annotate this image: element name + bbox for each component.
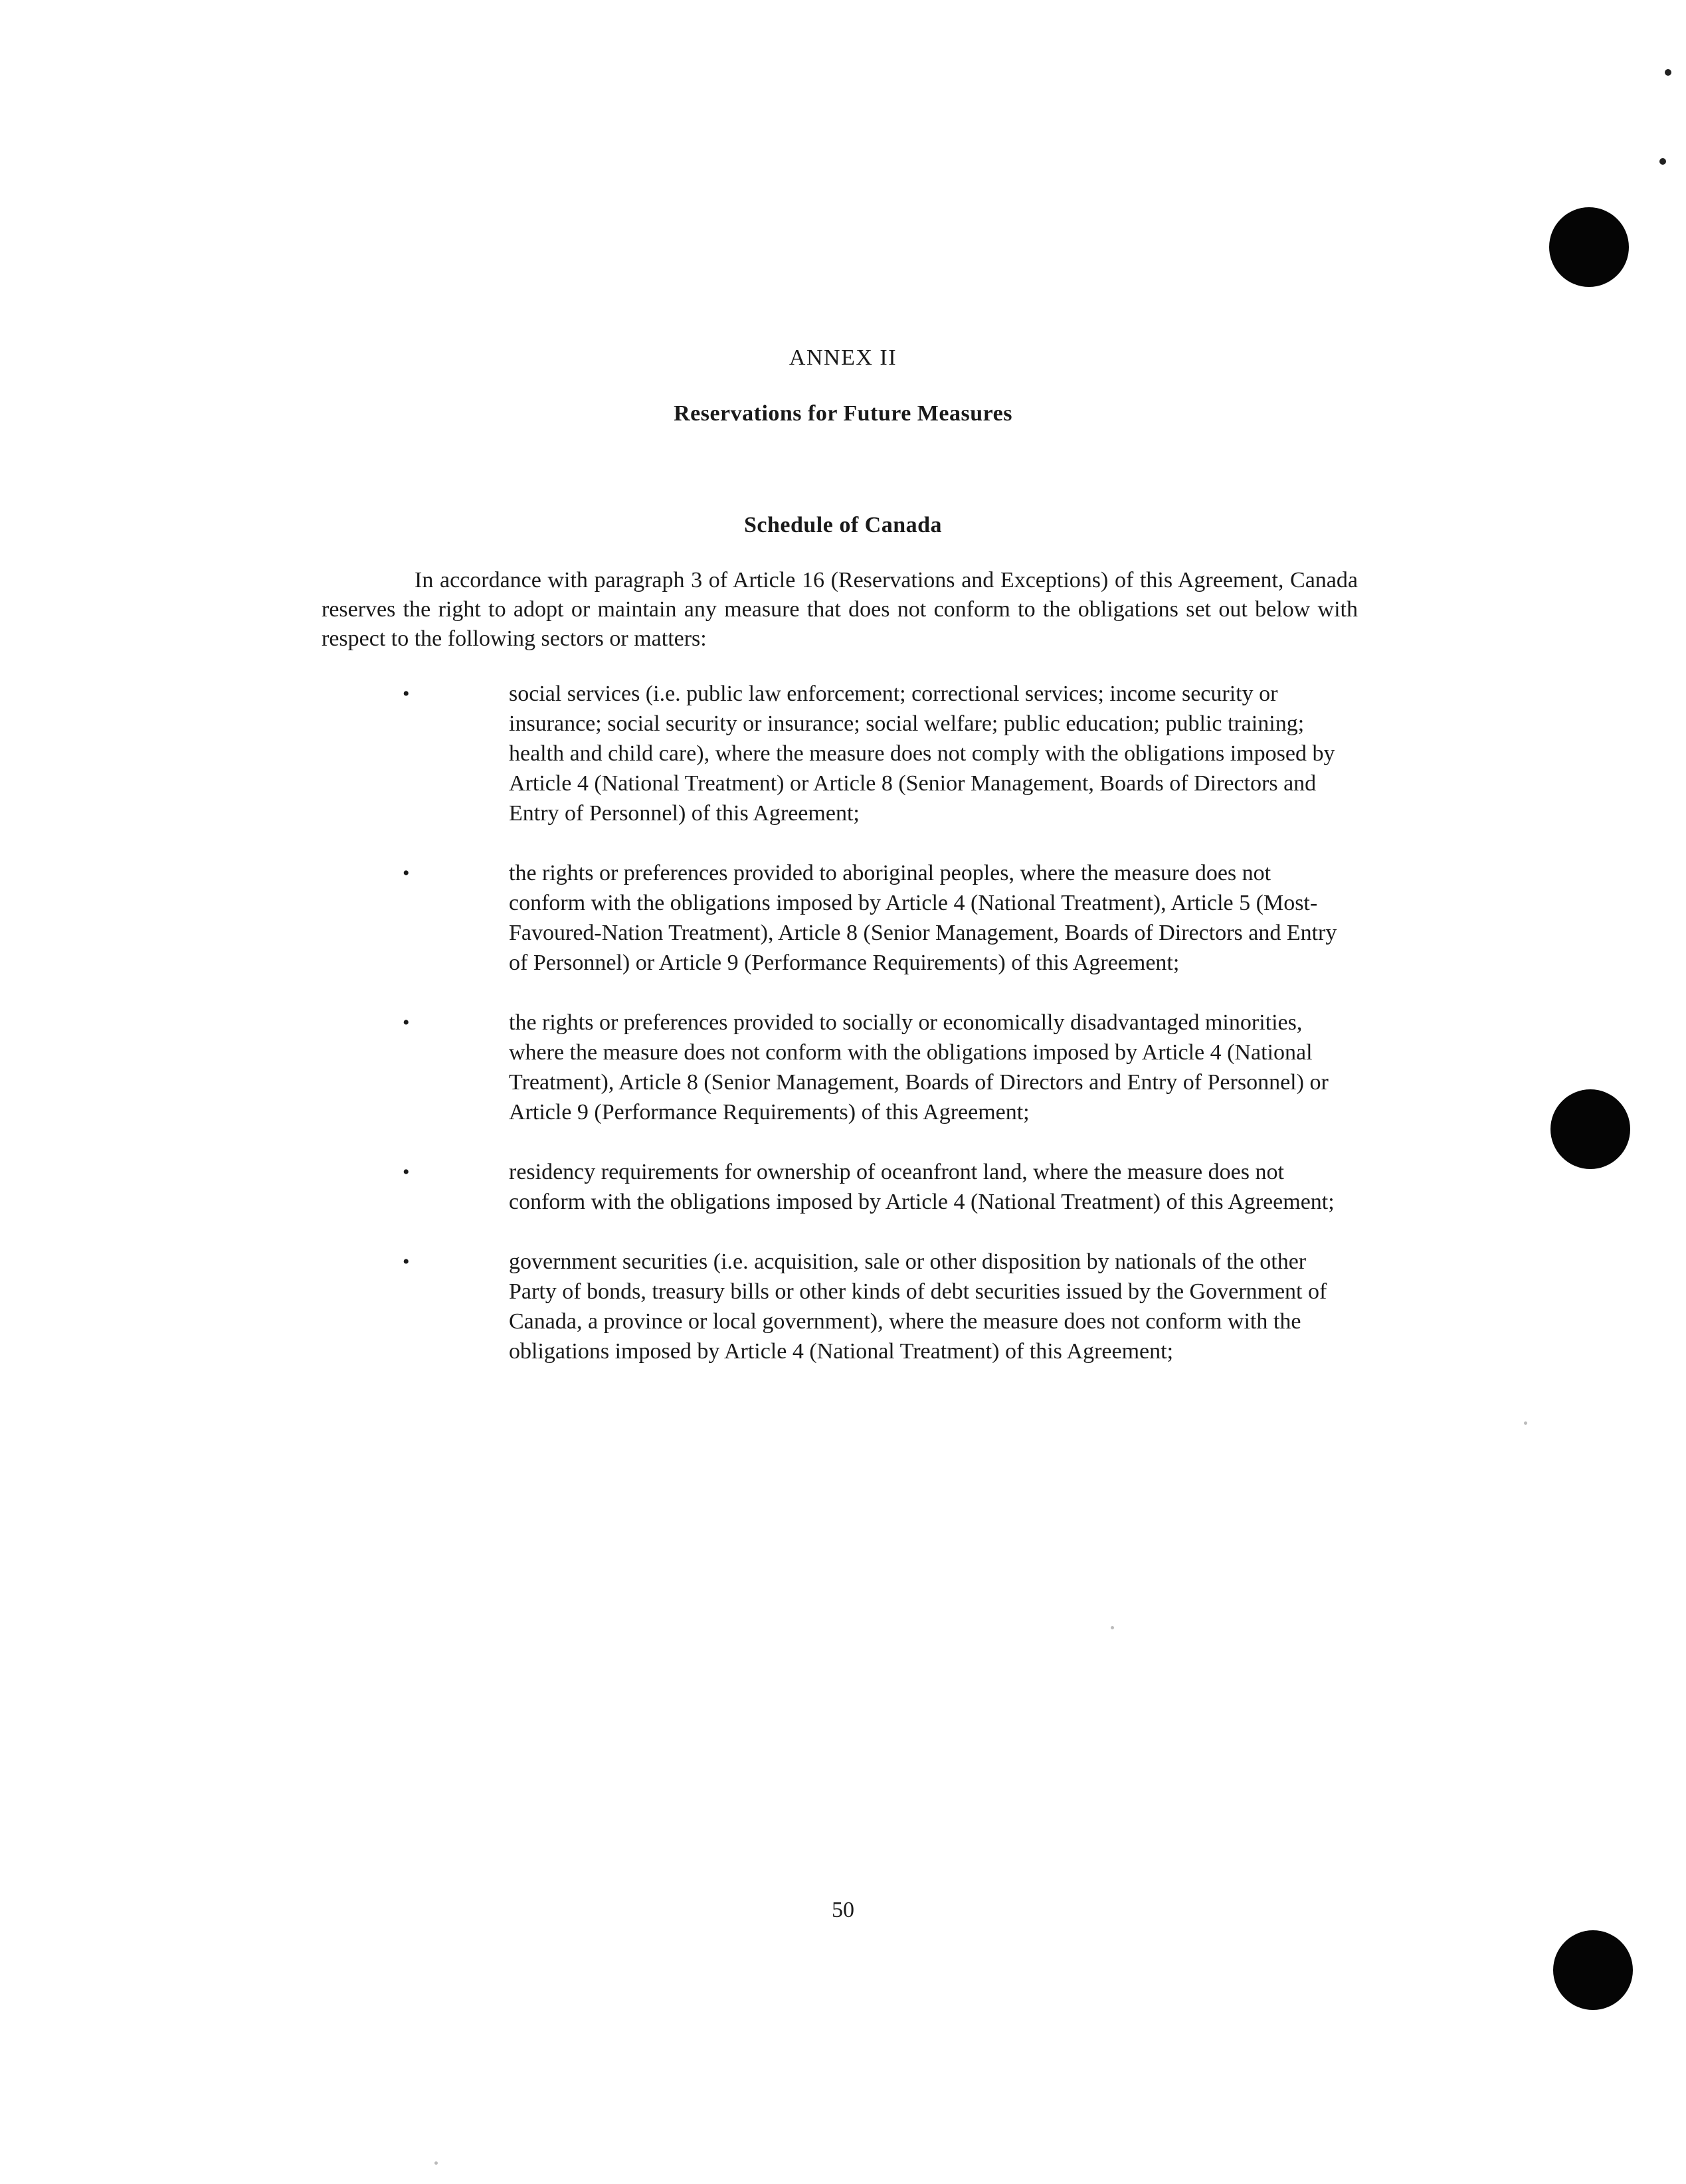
schedule-title: Schedule of Canada <box>743 513 943 537</box>
punch-hole-bottom <box>1553 1930 1633 2010</box>
reservation-text: the rights or preferences provided to socially or economically disadvantaged minorities, where the measure does not conform with the obligations imposed by Article 4 (National Treatment), Article 8 (Senior Management, Boards of Directors and Entry of Personnel) or Article 9 (Performance Requirements) of this Agreement; <box>509 1010 1329 1125</box>
reservation-text: government securities (i.e. acquisition, sale or other disposition by nationals of the other Party of bonds, treasury bills or other kinds of debt securities issued by the Government of Canada, a province or local government), where the measure does not conform with the obligations imposed by Article 4 (National Treatment) of this Agreement; <box>509 1249 1327 1364</box>
reservation-text: residency requirements for ownership of oceanfront land, where the measure does not conform with the obligations imposed by Article 4 (National Treatment) of this Agreement; <box>509 1160 1335 1214</box>
list-item <box>322 1157 1358 1217</box>
intro-paragraph: In accordance with paragraph 3 of Article 16 (Reservations and Exceptions) of this Agreement, Canada reserves the right to adopt or maintain any measure that does not conform to the obligations set out below with respect to the following sectors or matters: <box>322 568 1358 651</box>
reservation-text: the rights or preferences provided to aboriginal peoples, where the measure does not conform with the obligations imposed by Article 4 (National Treatment), Article 5 (Most-Favoured-Nation Treatment), Article 8 (Senior Management, Boards of Directors and Entry of Personnel) or Article 9 (Performance Requirements) of this Agreement; <box>509 861 1337 975</box>
annex-title: ANNEX II <box>789 345 897 370</box>
reservation-text: social services (i.e. public law enforcement; correctional services; income security or insurance; social security or insurance; social welfare; public education; public training; health and child care), where the measure does not comply with the obligations imposed by Article 4 (National Treatment) or Article 8 (Senior Management, Boards of Directors and Entry of Personnel) of this Agreement; <box>509 682 1335 826</box>
list-item <box>322 1247 1358 1366</box>
bullet-icon: • <box>403 683 410 705</box>
bullet-icon: • <box>403 1251 410 1273</box>
list-item <box>322 1008 1358 1127</box>
scan-speck <box>1659 158 1666 165</box>
punch-hole-middle <box>1550 1089 1630 1169</box>
bullet-icon: • <box>403 1012 410 1034</box>
annex-subtitle: Reservations for Future Measures <box>674 401 1012 426</box>
reservation-list <box>322 679 1358 1396</box>
page-number: 50 <box>832 1898 854 1922</box>
scan-speck <box>1524 1421 1527 1425</box>
scan-speck <box>1111 1626 1114 1629</box>
scan-speck <box>1665 69 1671 76</box>
list-item <box>322 858 1358 978</box>
bullet-icon: • <box>403 1161 410 1183</box>
list-item <box>322 679 1358 828</box>
bullet-icon: • <box>403 862 410 884</box>
scan-speck <box>434 2161 438 2165</box>
punch-hole-top <box>1549 207 1629 287</box>
